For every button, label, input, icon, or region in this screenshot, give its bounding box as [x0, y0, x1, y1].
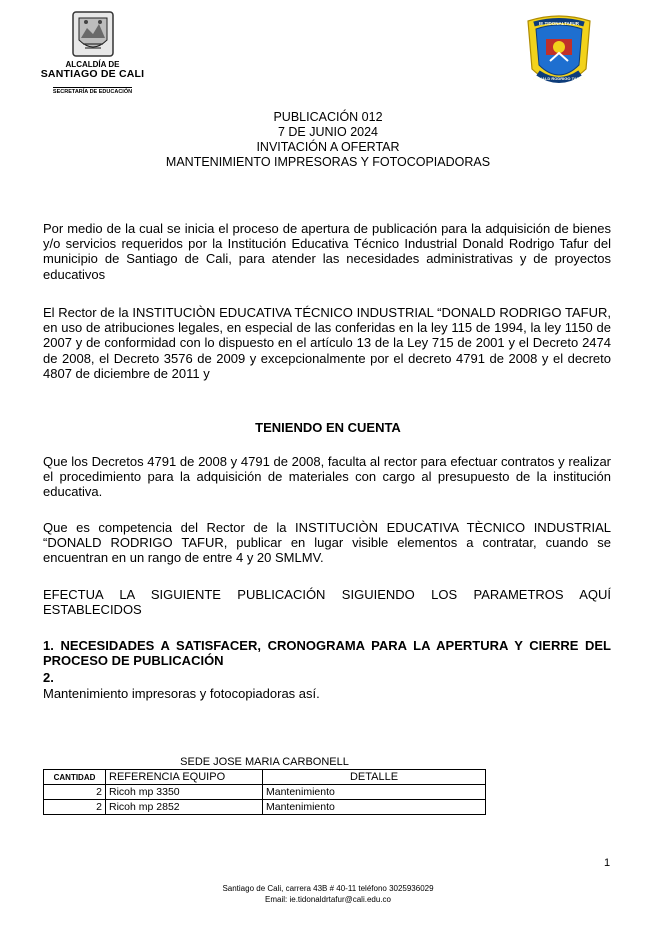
- footer-email: Email: ie.tidonaldrtafur@cali.edu.co: [265, 895, 391, 904]
- crest-top-text: IE TIDONALTAFUR: [538, 21, 580, 26]
- row-detail: Mantenimiento: [263, 785, 486, 800]
- alcaldia-line1: ALCALDÍA DE: [65, 60, 120, 69]
- invitation-title: INVITACIÓN A OFERTAR: [256, 140, 400, 154]
- section-2-number: 2.: [43, 670, 54, 685]
- section-heading: TENIENDO EN CUENTA: [255, 420, 401, 435]
- publication-number: PUBLICACIÓN 012: [273, 110, 383, 124]
- competence-paragraph: Que es competencia del Rector de la INSTITUCIÒN EDUCATIVA TÈCNICO INDUSTRIAL “DONALD RODRIGO TAFUR, publicar en lugar visible elementos a contratar, cuando se encuentran en un rango de entre 4 y 20 SMLMV.: [43, 520, 611, 566]
- row-reference: Ricoh mp 3350: [106, 785, 263, 800]
- subject-title: MANTENIMIENTO IMPRESORAS Y FOTOCOPIADORAS: [165, 155, 491, 169]
- school-crest-icon: [524, 13, 594, 93]
- table-row: [44, 785, 486, 800]
- page-number: 1: [604, 857, 611, 869]
- rector-paragraph: El Rector de la INSTITUCIÒN EDUCATIVA TÉCNICO INDUSTRIAL “DONALD RODRIGO TAFUR, en uso de atribuciones legales, en especial de las conferidas en la ley 115 de 1994, la ley 1150 de 2007 y de conformidad con lo dispuesto en el artículo 13 de la Ley 715 de 2001 y el Decreto 2474 de 2008, el Decreto 3576 de 2009 y excepcionalmente por el decreto 4791 de 2008 y el decreto 4807 de diciembre de 2011 y: [43, 305, 611, 381]
- header-quantity: CANTIDAD: [44, 770, 106, 785]
- maintenance-description: Mantenimiento impresoras y fotocopiadoras así.: [43, 686, 320, 701]
- equipment-table: [43, 769, 486, 815]
- header-detail: DETALLE: [263, 770, 486, 785]
- row-reference: Ricoh mp 2852: [106, 800, 263, 815]
- table-header-row: [44, 770, 486, 785]
- document-header: [0, 110, 656, 170]
- row-quantity: 2: [44, 785, 106, 800]
- decrees-paragraph: Que los Decretos 4791 de 2008 y 4791 de 2008, faculta al rector para efectuar contratos y realizar el procedimiento para la adquisición de materiales con cargo al presupuesto de la institución educativa.: [43, 454, 611, 500]
- crest-bottom-text: DONALD RODRIGO TAFUR: [533, 76, 585, 81]
- publication-statement: EFECTUA LA SIGUIENTE PUBLICACIÓN SIGUIENDO LOS PARAMETROS AQUÍ ESTABLECIDOS: [43, 587, 611, 618]
- footer-address: Santiago de Cali, carrera 43B # 40-11 teléfono 3025936029: [222, 884, 434, 893]
- alcaldia-line3: SECRETARÍA DE EDUCACIÓN: [52, 89, 133, 95]
- alcaldia-line2: SANTIAGO DE CALI: [40, 68, 145, 80]
- intro-paragraph: Por medio de la cual se inicia el proceso de apertura de publicación para la adquisición de bienes y/o servicios requeridos por la Institución Educativa Técnico Industrial Donald Rodrigo Tafur del municipio de Santiago de Cali, para atender las necesidades administrativas y de proyectos educativos: [43, 221, 611, 282]
- row-detail: Mantenimiento: [263, 800, 486, 815]
- section-1-title: 1. NECESIDADES A SATISFACER, CRONOGRAMA PARA LA APERTURA Y CIERRE DEL PROCESO DE PUBLICACIÓN: [43, 638, 611, 669]
- table-caption: SEDE JOSE MARIA CARBONELL: [180, 756, 349, 768]
- table-row: [44, 800, 486, 815]
- row-quantity: 2: [44, 800, 106, 815]
- alcaldia-shield-icon: [71, 10, 115, 58]
- publication-date: 7 DE JUNIO 2024: [277, 125, 379, 139]
- header-reference: REFERENCIA EQUIPO: [106, 770, 263, 785]
- footer: [0, 883, 656, 905]
- alcaldia-logo: [40, 10, 145, 98]
